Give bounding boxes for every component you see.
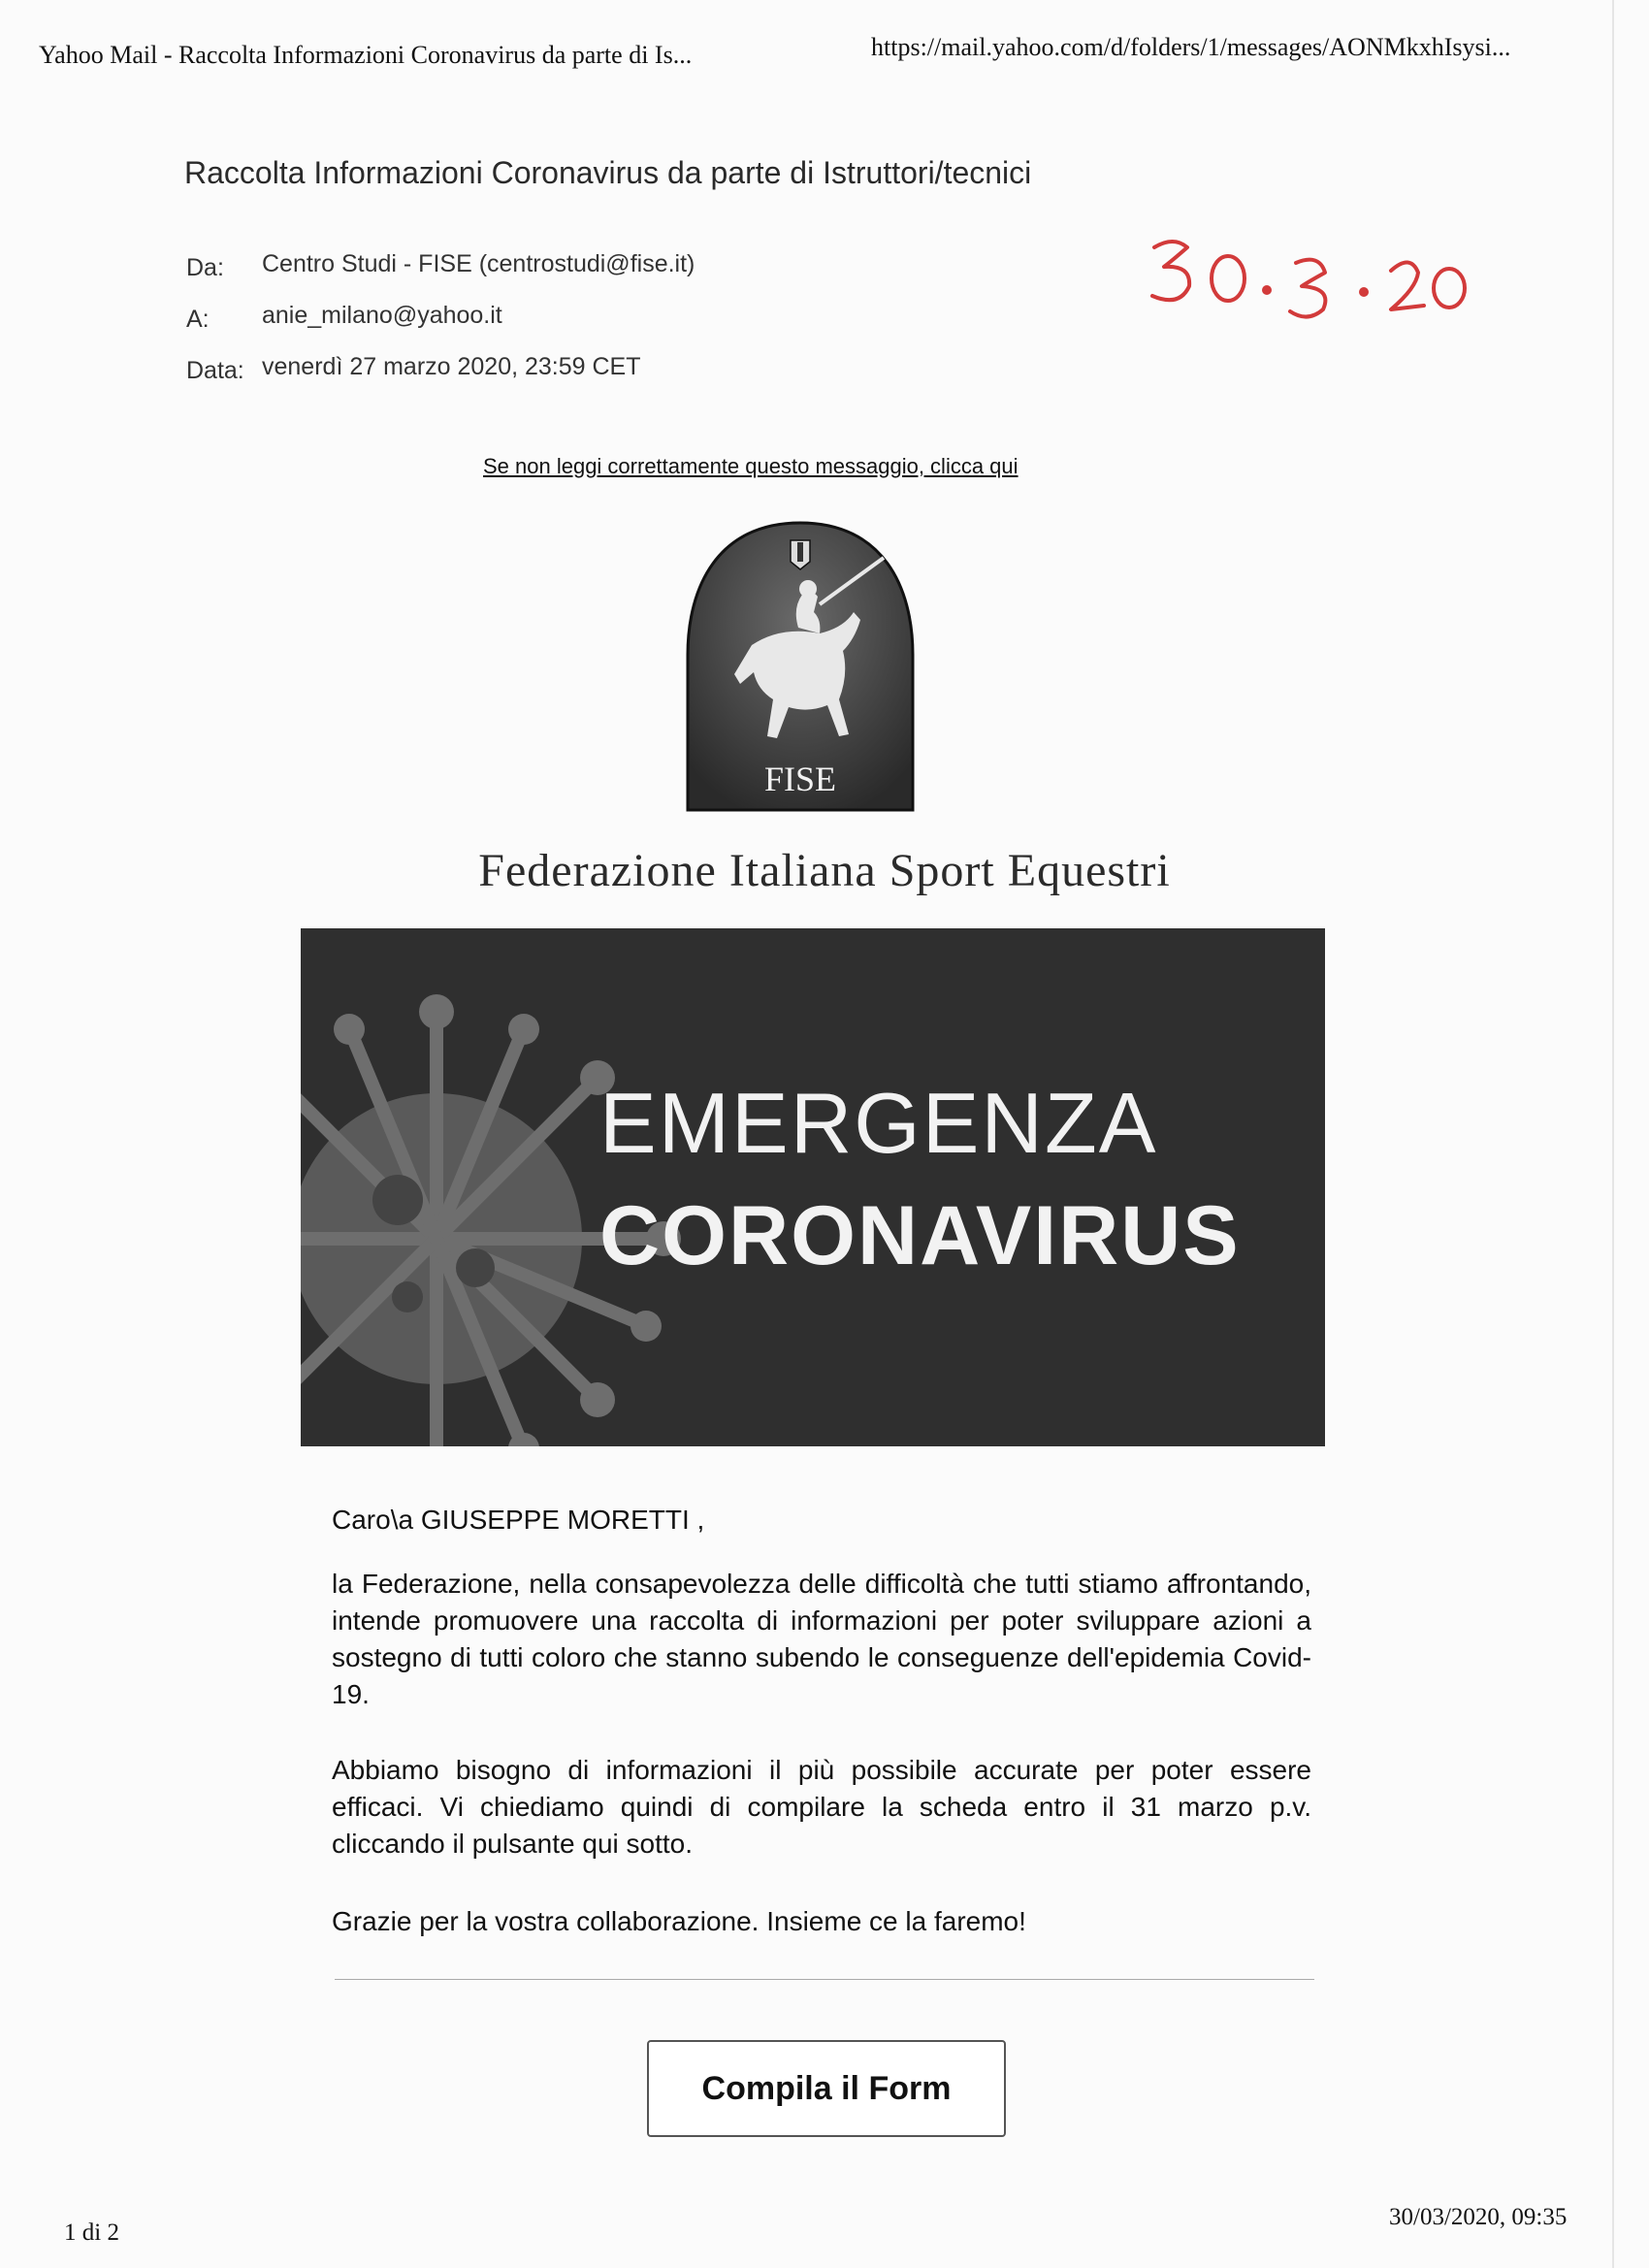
content-divider bbox=[335, 1979, 1314, 1980]
from-value[interactable]: Centro Studi - FISE (centrostudi@fise.it) bbox=[262, 250, 695, 277]
view-in-browser-link[interactable]: Se non leggi correttamente questo messaggio, clicca qui bbox=[483, 454, 1018, 478]
banner-title-line2: CORONAVIRUS bbox=[599, 1189, 1241, 1282]
print-header-url: https://mail.yahoo.com/d/folders/1/messages/AONMkxhIsysi... bbox=[871, 33, 1511, 61]
banner-title-line1: EMERGENZA bbox=[599, 1075, 1158, 1171]
body-paragraph-1: la Federazione, nella consapevolezza delle difficoltà che tutti stiamo affrontando, intende promuovere una raccolta di informazioni per poter sviluppare azioni a sostegno di tutti coloro che stanno subendo le conseguenze dell'epidemia Covid-19. bbox=[332, 1569, 1311, 1709]
body-paragraph-3: Grazie per la vostra collaborazione. Insieme ce la faremo! bbox=[332, 1906, 1026, 1936]
federation-name: Federazione Italiana Sport Equestri bbox=[478, 845, 1171, 896]
print-header-title: Yahoo Mail - Raccolta Informazioni Coronavirus da parte di Is... bbox=[39, 41, 693, 69]
from-label: Da: bbox=[186, 254, 224, 281]
to-value[interactable]: anie_milano@yahoo.it bbox=[262, 302, 502, 329]
greeting: Caro\a GIUSEPPE MORETTI , bbox=[332, 1505, 705, 1535]
fise-logo-text: FISE bbox=[763, 760, 837, 798]
print-footer-page: 1 di 2 bbox=[64, 2219, 119, 2246]
date-label: Data: bbox=[186, 357, 244, 384]
date-value: venerdì 27 marzo 2020, 23:59 CET bbox=[262, 353, 641, 380]
to-label: A: bbox=[186, 306, 210, 333]
fise-logo bbox=[684, 519, 917, 815]
email-subject: Raccolta Informazioni Coronavirus da parte di Istruttori/tecnici bbox=[184, 155, 1032, 190]
compile-form-button[interactable]: Compila il Form bbox=[647, 2040, 1006, 2137]
emergency-banner bbox=[301, 928, 1325, 1446]
print-footer-timestamp: 30/03/2020, 09:35 bbox=[1389, 2204, 1568, 2230]
handwritten-date-annotation bbox=[1143, 228, 1482, 325]
body-paragraph-2: Abbiamo bisogno di informazioni il più possibile accurate per poter essere efficaci. Vi chiediamo quindi di compilare la scheda entro il 31 marzo p.v. cliccando il pulsante qui sotto. bbox=[332, 1755, 1311, 1859]
scan-edge-line bbox=[1612, 0, 1614, 2268]
